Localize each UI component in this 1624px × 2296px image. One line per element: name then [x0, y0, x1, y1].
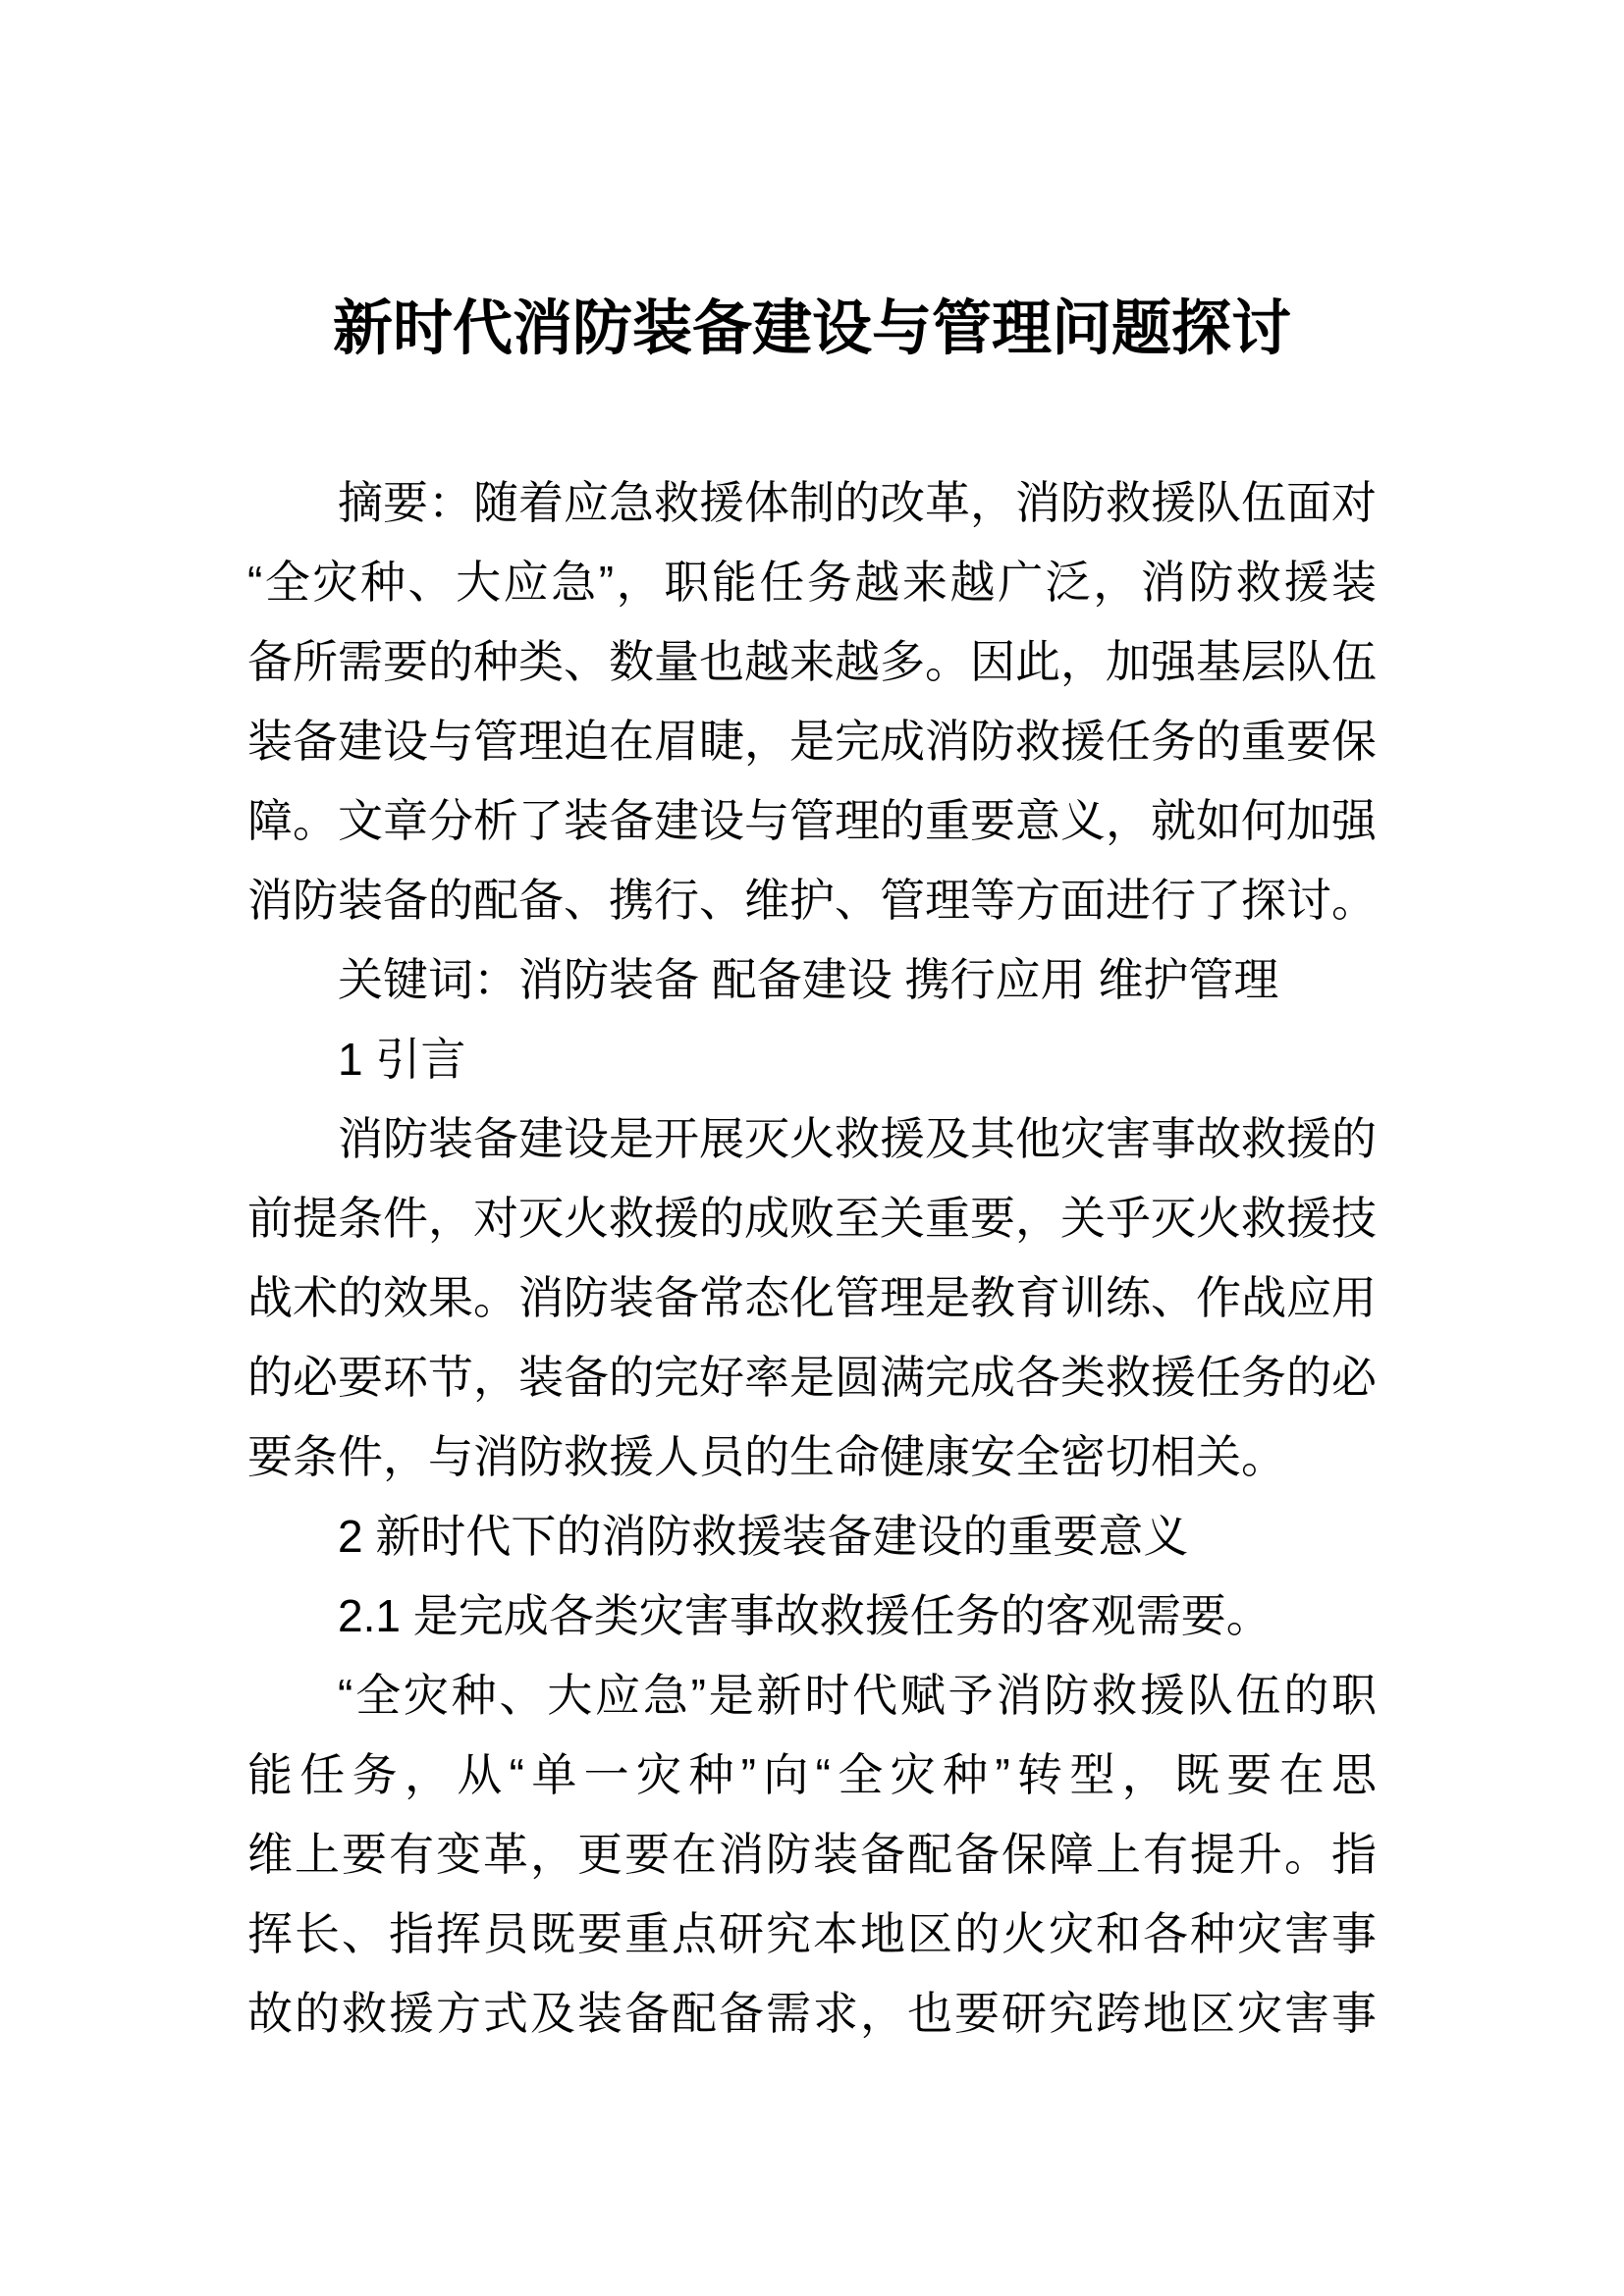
text-line: 消防装备建设是开展灭火救援及其他灾害事故救援的 — [338, 1113, 1377, 1164]
text-line: 前提条件，对灭火救援的成败至关重要，关乎灭火救援技 — [247, 1193, 1377, 1244]
text-line: 消防装备的配备、携行、维护、管理等方面进行了探讨。 — [247, 875, 1377, 926]
text-line: 2 新时代下的消防救援装备建设的重要意义 — [338, 1511, 1189, 1562]
document-body — [247, 463, 1377, 2054]
text-line: 关键词：消防装备 配备建设 携行应用 维护管理 — [338, 954, 1279, 1005]
text-line: “全灾种、大应急”，职能任务越来越广泛，消防救援装 — [247, 557, 1377, 608]
text-line: 2.1 是完成各类灾害事故救援任务的客观需要。 — [338, 1590, 1272, 1641]
text-line: 摘要：随着应急救援体制的改革，消防救援队伍面对 — [338, 477, 1377, 528]
text-line: 能任务，从“单一灾种”向“全灾种”转型，既要在思 — [247, 1749, 1377, 1800]
text-line: 装备建设与管理迫在眉睫，是完成消防救援任务的重要保 — [247, 716, 1377, 767]
document-title: 新时代消防装备建设与管理问题探讨 — [332, 294, 1291, 361]
text-line: 故的救援方式及装备配备需求，也要研究跨地区灾害事 — [247, 1988, 1377, 2039]
text-line: 挥长、指挥员既要重点研究本地区的火灾和各种灾害事 — [247, 1908, 1377, 1959]
text-line: 要条件，与消防救援人员的生命健康安全密切相关。 — [247, 1431, 1286, 1482]
text-line: 备所需要的种类、数量也越来越多。因此，加强基层队伍 — [247, 636, 1377, 687]
text-line: 的必要环节，装备的完好率是圆满完成各类救援任务的必 — [247, 1352, 1377, 1403]
text-line: 1 引言 — [338, 1034, 466, 1085]
text-line: “全灾种、大应急”是新时代赋予消防救援队伍的职 — [338, 1670, 1377, 1721]
text-line: 障。文章分析了装备建设与管理的重要意义，就如何加强 — [247, 795, 1377, 846]
text-line: 战术的效果。消防装备常态化管理是教育训练、作战应用 — [247, 1272, 1377, 1323]
text-line: 维上要有变革，更要在消防装备配备保障上有提升。指 — [247, 1829, 1377, 1880]
